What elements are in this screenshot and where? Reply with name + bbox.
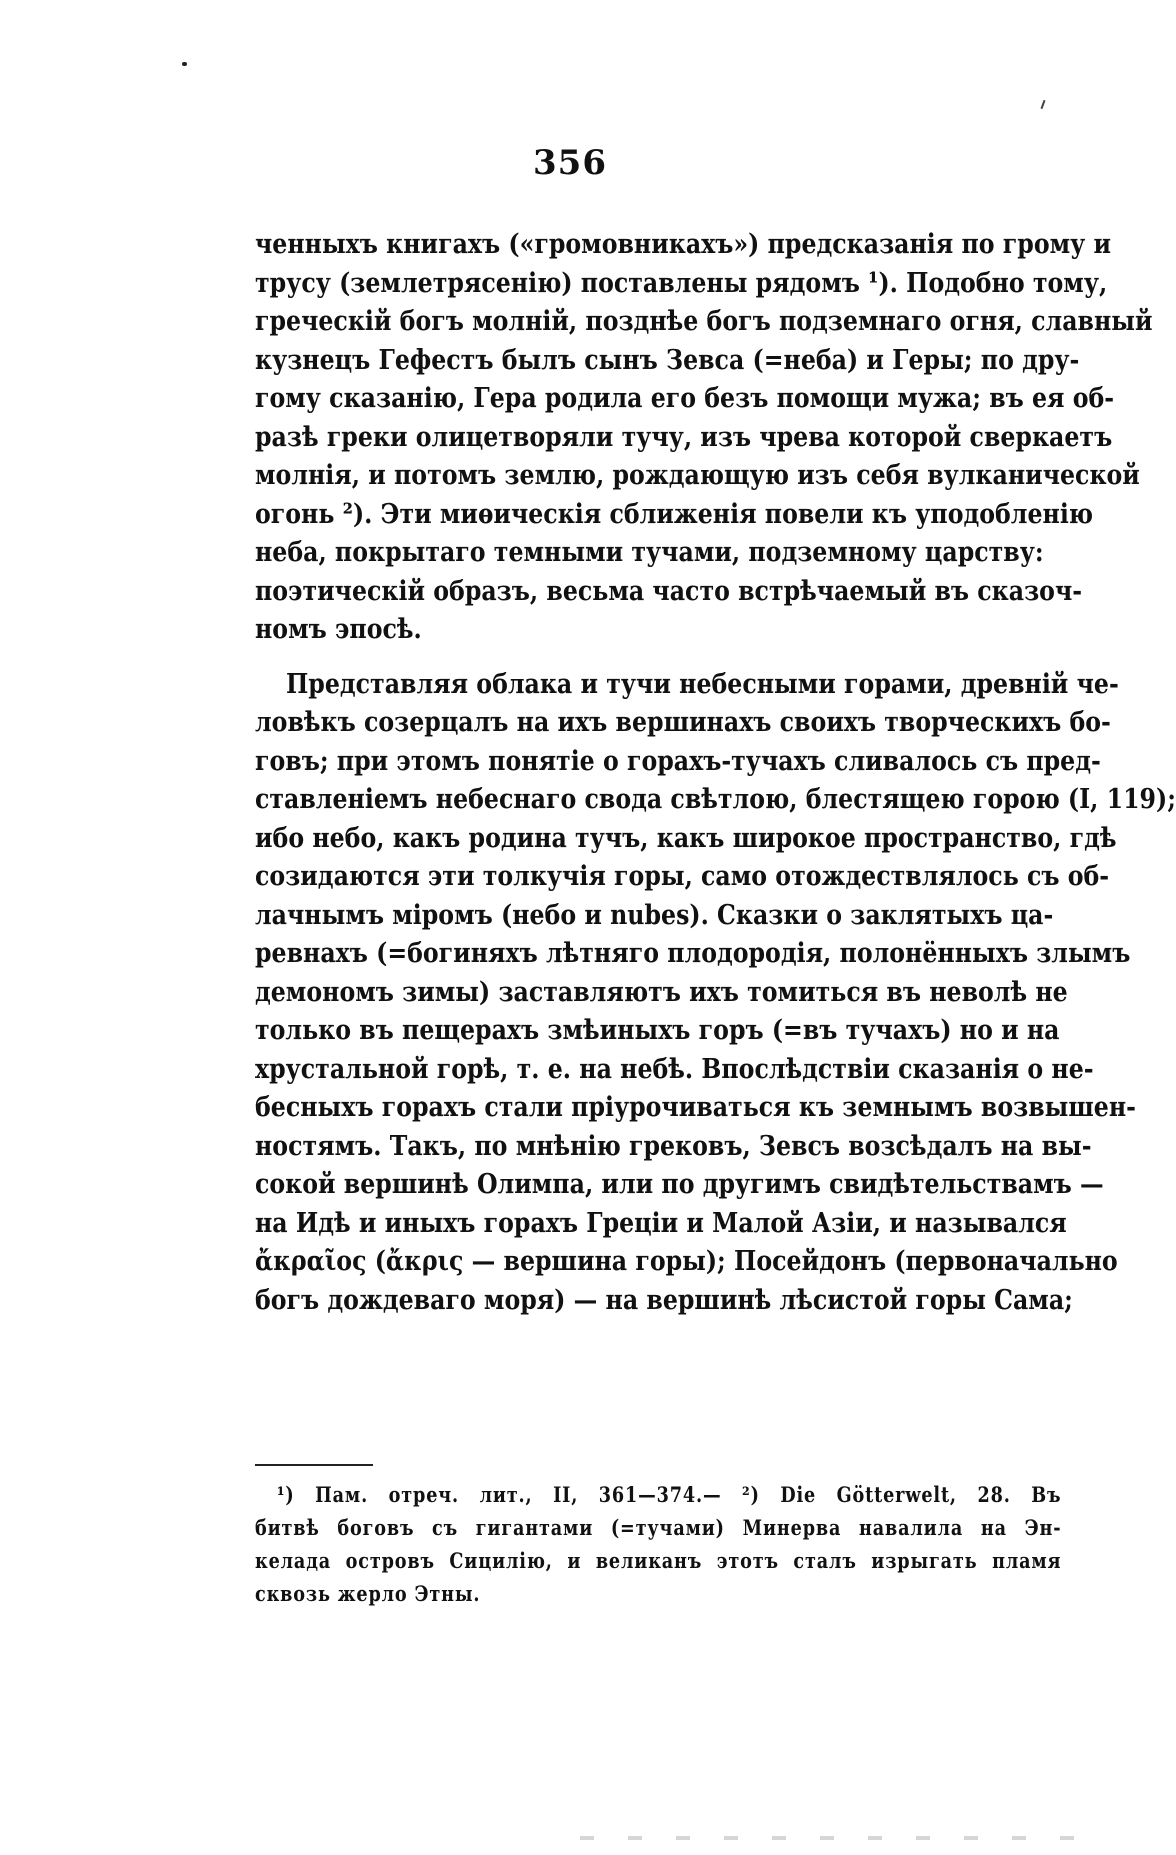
text-line: только въ пещерахъ змѣиныхъ горъ (=въ тучахъ) но и на xyxy=(255,1014,1060,1046)
text-line: сокой вершинѣ Олимпа, или по другимъ свидѣтельствамъ — xyxy=(255,1168,1104,1200)
footnote-line: битвѣ боговъ съ гигантами (=тучами) Минерва навалила на Эн- xyxy=(255,1515,1062,1540)
stray-mark xyxy=(1041,100,1046,109)
paragraph xyxy=(255,225,1153,649)
text-line: ловѣкъ созерцалъ на ихъ вершинахъ своихъ творческихъ бо- xyxy=(255,706,1111,738)
footnotes xyxy=(255,1478,1061,1610)
stray-mark xyxy=(182,62,187,66)
text-line: хрустальной горѣ, т. е. на небѣ. Впослѣдствіи сказанія о не- xyxy=(255,1052,1094,1085)
page-number: 356 xyxy=(533,143,607,183)
text-line: разѣ греки олицетворяли тучу, изъ чрева которой сверкаетъ xyxy=(255,420,1113,453)
text-line: ченныхъ книгахъ («громовникахъ») предсказанія по грому и xyxy=(255,228,1112,260)
text-line: трусу (землетрясенію) поставлены рядомъ ¹). Подобно тому, xyxy=(255,266,1108,299)
text-line: на Идѣ и иныхъ горахъ Греціи и Малой Азіи, и назывался xyxy=(255,1206,1067,1239)
footnote-line: келада островъ Сицилію, и великанъ этотъ сталъ изрыгать пламя xyxy=(255,1548,1062,1573)
paragraph xyxy=(255,665,1176,1320)
bottom-edge-marks xyxy=(580,1836,1100,1840)
text-line: огонь ²). Эти миѳическія сближенія повели къ уподобленію xyxy=(255,497,1094,530)
text-line: ἄκραῖος (ἄκρις — вершина горы); Посейдонъ (первоначально xyxy=(255,1245,1118,1277)
text-line: номъ эпосѣ. xyxy=(255,613,422,645)
footnote-line: ¹) Пам. отреч. лит., II, 361—374.— ²) Die Götterwelt, 28. Въ xyxy=(276,1482,1062,1507)
text-line: ностямъ. Такъ, по мнѣнію грековъ, Зевсъ возсѣдалъ на вы- xyxy=(255,1129,1092,1162)
text-line: греческій богъ молній, позднѣе богъ подземнаго огня, славный xyxy=(255,305,1153,337)
text-line: поэтическій образъ, весьма часто встрѣчаемый въ сказоч- xyxy=(255,574,1083,607)
footnote-line: сквозь жерло Этны. xyxy=(255,1581,481,1606)
text-line: Представляя облака и тучи небесными горами, древній че- xyxy=(285,667,1119,700)
text-line: молнія, и потомъ землю, рождающую изъ себя вулканической xyxy=(255,459,1140,491)
text-line: гому сказанію, Гера родила его безъ помощи мужа; въ ея об- xyxy=(255,382,1115,414)
text-line: бесныхъ горахъ стали пріурочиваться къ земнымъ возвышен- xyxy=(255,1091,1136,1123)
text-line: ставленіемъ небеснаго свода свѣтлою, блестящею горою (I, 119); xyxy=(255,783,1176,815)
text-line: кузнецъ Гефестъ былъ сынъ Зевса (=неба) и Геры; по дру- xyxy=(255,343,1080,376)
text-line: созидаются эти толкучія горы, само отождествлялось съ об- xyxy=(255,860,1110,892)
text-line: лачнымъ міромъ (небо и nubes). Сказки о заклятыхъ ца- xyxy=(255,898,1054,931)
footnote-divider xyxy=(255,1464,373,1466)
text-line: неба, покрытаго темными тучами, подземному царству: xyxy=(255,536,1044,568)
text-line: демономъ зимы) заставляютъ ихъ томиться въ неволѣ не xyxy=(255,975,1068,1008)
text-line: богъ дождеваго моря) — на вершинѣ лѣсистой горы Сама; xyxy=(255,1283,1073,1316)
body-text xyxy=(255,225,1176,1319)
text-line: ревнахъ (=богиняхъ лѣтняго плодородія, полонённыхъ злымъ xyxy=(255,937,1131,969)
text-line: говъ; при этомъ понятіе о горахъ-тучахъ сливалось съ пред- xyxy=(255,744,1101,777)
text-line: ибо небо, какъ родина тучъ, какъ широкое пространство, гдѣ xyxy=(255,821,1117,854)
